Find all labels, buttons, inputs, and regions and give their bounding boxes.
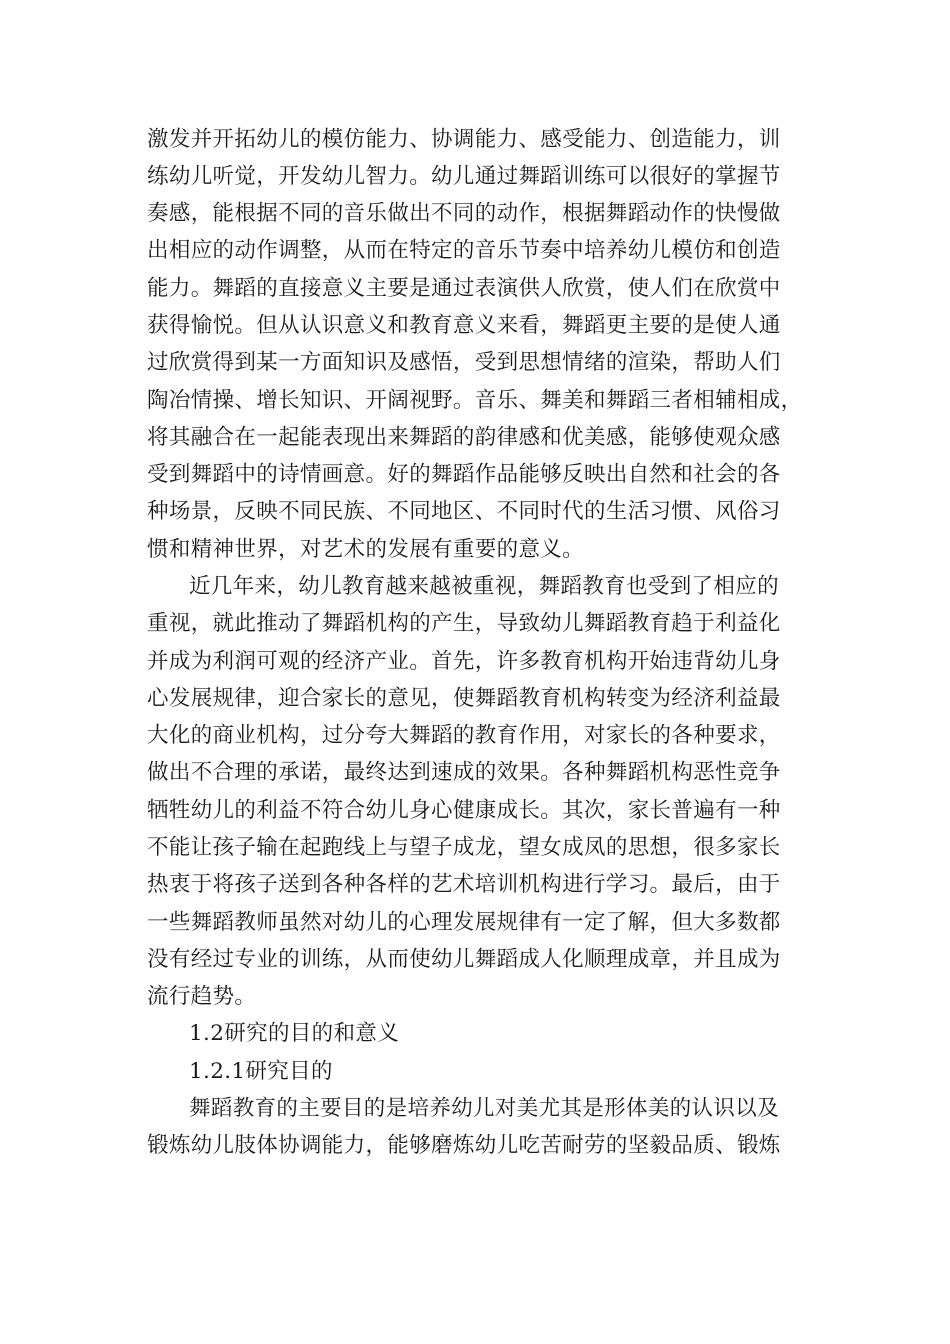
body-text-line: 过欣赏得到某一方面知识及感悟，受到思想情绪的渲染，帮助人们 <box>147 350 781 375</box>
body-text-line: 没有经过专业的训练，从而使幼儿舞蹈成人化顺理成章，并且成为 <box>147 947 781 972</box>
body-text-line: 能力。舞蹈的直接意义主要是通过表演供人欣赏，使人们在欣赏中 <box>147 276 781 301</box>
body-text-line: 心发展规律，迎合家长的意见，使舞蹈教育机构转变为经济利益最 <box>147 686 781 711</box>
body-text-line: 重视，就此推动了舞蹈机构的产生，导致幼儿舞蹈教育趋于利益化 <box>147 611 781 636</box>
body-text-line: 陶冶情操、增长知识、开阔视野。音乐、舞美和舞蹈三者相辅相成， <box>147 388 803 413</box>
body-text-line: 流行趋势。 <box>147 984 257 1009</box>
paragraph-first-line: 近几年来，幼儿教育越来越被重视，舞蹈教育也受到了相应的 <box>189 574 779 599</box>
body-text-line: 锻炼幼儿肢体协调能力，能够磨炼幼儿吃苦耐劳的坚毅品质、锻炼 <box>147 1133 781 1158</box>
body-text-line: 热衷于将孩子送到各种各样的艺术培训机构进行学习。最后，由于 <box>147 872 781 897</box>
paragraph-first-line: 舞蹈教育的主要目的是培养幼儿对美尤其是形体美的认识以及 <box>189 1096 779 1121</box>
body-text-line: 做出不合理的承诺，最终达到速成的效果。各种舞蹈机构恶性竞争 <box>147 760 781 785</box>
body-text-line: 受到舞蹈中的诗情画意。好的舞蹈作品能够反映出自然和社会的各 <box>147 462 781 487</box>
body-text-line: 并成为利润可观的经济产业。首先，许多教育机构开始违背幼儿身 <box>147 649 781 674</box>
body-text-line: 将其融合在一起能表现出来舞蹈的韵律感和优美感，能够使观众感 <box>147 425 781 450</box>
subsection-heading: 1.2.1研究目的 <box>189 1059 333 1084</box>
body-text-line: 一些舞蹈教师虽然对幼儿的心理发展规律有一定了解，但大多数都 <box>147 910 781 935</box>
body-text-line: 种场景，反映不同民族、不同地区、不同时代的生活习惯、风俗习 <box>147 499 781 524</box>
body-text-line: 激发并开拓幼儿的模仿能力、协调能力、感受能力、创造能力，训 <box>147 127 781 152</box>
body-text-line: 奏感，能根据不同的音乐做出不同的动作，根据舞蹈动作的快慢做 <box>147 201 781 226</box>
body-text-line: 不能让孩子输在起跑线上与望子成龙，望女成凤的思想，很多家长 <box>147 835 781 860</box>
body-text-line: 牺牲幼儿的利益不符合幼儿身心健康成长。其次，家长普遍有一种 <box>147 798 781 823</box>
body-text-line: 出相应的动作调整，从而在特定的音乐节奏中培养幼儿模仿和创造 <box>147 238 781 263</box>
body-text-line: 大化的商业机构，过分夸大舞蹈的教育作用，对家长的各种要求， <box>147 723 781 748</box>
section-heading: 1.2研究的目的和意义 <box>189 1021 400 1046</box>
body-text-line: 获得愉悦。但从认识意义和教育意义来看，舞蹈更主要的是使人通 <box>147 313 781 338</box>
body-text-line: 惯和精神世界，对艺术的发展有重要的意义。 <box>147 537 585 562</box>
body-text-line: 练幼儿听觉，开发幼儿智力。幼儿通过舞蹈训练可以很好的掌握节 <box>147 164 781 189</box>
